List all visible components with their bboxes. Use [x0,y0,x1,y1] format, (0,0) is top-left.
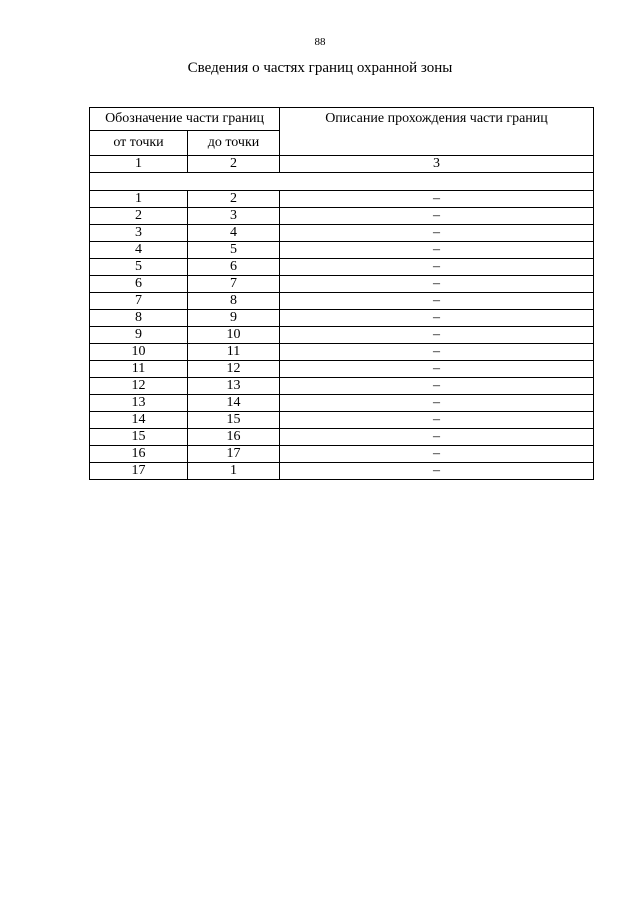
table-row [90,395,594,412]
cell-to-point: 14 [188,395,280,412]
cell-from-point: 7 [90,293,188,310]
cell-from-point: 8 [90,310,188,327]
cell-from-point: 3 [90,225,188,242]
cell-description: – [280,361,594,378]
cell-to-point: 12 [188,361,280,378]
cell-to-point: 7 [188,276,280,293]
header-boundary-designation: Обозначение части границ [90,108,280,131]
page-number: 88 [314,36,326,48]
table-row [90,463,594,480]
blank-row [90,173,594,191]
cell-from-point: 17 [90,463,188,480]
cell-from-point: 6 [90,276,188,293]
cell-from-point: 2 [90,208,188,225]
cell-description: – [280,259,594,276]
cell-to-point: 11 [188,344,280,361]
column-number: 2 [188,156,280,173]
cell-to-point: 5 [188,242,280,259]
cell-description: – [280,446,594,463]
cell-to-point: 17 [188,446,280,463]
cell-to-point: 10 [188,327,280,344]
header-from-point: от точки [90,131,188,156]
cell-to-point: 13 [188,378,280,395]
cell-from-point: 5 [90,259,188,276]
cell-to-point: 4 [188,225,280,242]
table-row [90,344,594,361]
table-row [90,429,594,446]
blank-cell [90,173,594,191]
cell-description: – [280,463,594,480]
cell-description: – [280,429,594,446]
boundary-parts-table [89,107,594,480]
column-number: 1 [90,156,188,173]
cell-description: – [280,395,594,412]
cell-description: – [280,344,594,361]
cell-from-point: 11 [90,361,188,378]
cell-description: – [280,276,594,293]
column-number-row [90,156,594,173]
document-title: Сведения о частях границ охранной зоны [187,60,453,76]
cell-description: – [280,327,594,344]
cell-description: – [280,242,594,259]
cell-description: – [280,412,594,429]
cell-description: – [280,293,594,310]
cell-description: – [280,378,594,395]
table-row [90,412,594,429]
cell-to-point: 3 [188,208,280,225]
cell-to-point: 9 [188,310,280,327]
table-row [90,327,594,344]
cell-to-point: 8 [188,293,280,310]
table-row [90,293,594,310]
cell-description: – [280,310,594,327]
cell-from-point: 12 [90,378,188,395]
header-to-point: до точки [188,131,280,156]
cell-description: – [280,225,594,242]
cell-to-point: 15 [188,412,280,429]
cell-from-point: 4 [90,242,188,259]
table-row [90,310,594,327]
cell-from-point: 9 [90,327,188,344]
cell-to-point: 6 [188,259,280,276]
cell-to-point: 16 [188,429,280,446]
table-row [90,208,594,225]
cell-from-point: 16 [90,446,188,463]
table-row [90,225,594,242]
cell-description: – [280,191,594,208]
cell-to-point: 2 [188,191,280,208]
table-row [90,191,594,208]
header-description: Описание прохождения части границ [280,108,594,156]
cell-to-point: 1 [188,463,280,480]
table-row [90,446,594,463]
table-row [90,378,594,395]
header-row-group [90,108,594,131]
cell-from-point: 13 [90,395,188,412]
cell-description: – [280,208,594,225]
cell-from-point: 1 [90,191,188,208]
table-row [90,361,594,378]
table-body [90,173,594,480]
cell-from-point: 10 [90,344,188,361]
table-row [90,259,594,276]
table-row [90,242,594,259]
cell-from-point: 14 [90,412,188,429]
cell-from-point: 15 [90,429,188,446]
table-row [90,276,594,293]
column-number: 3 [280,156,594,173]
